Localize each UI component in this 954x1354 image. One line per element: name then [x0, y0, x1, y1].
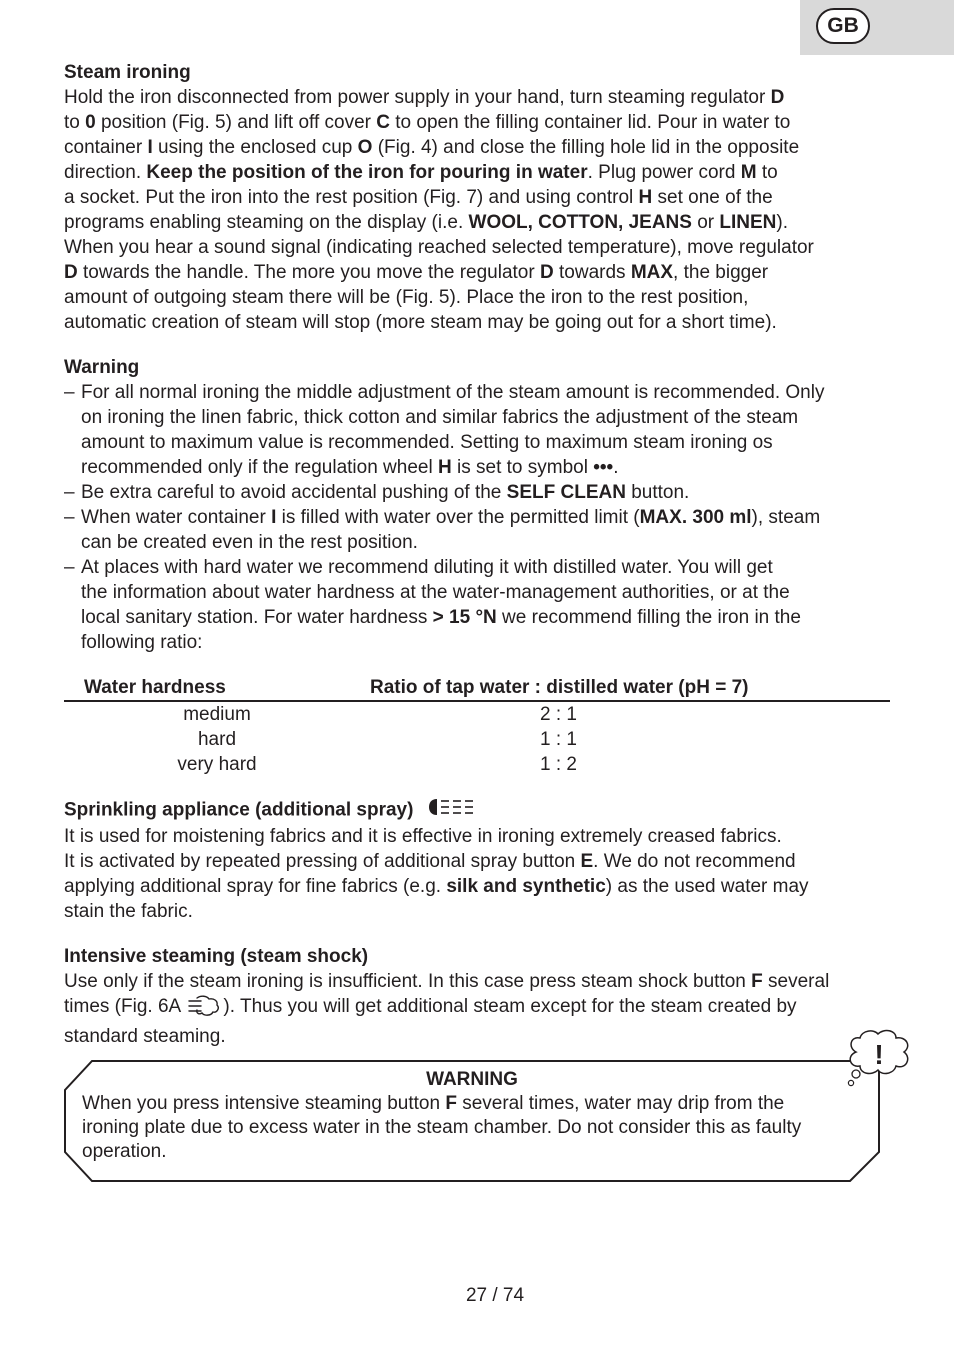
- dash-bullet: –: [64, 482, 75, 503]
- language-badge: GB: [816, 8, 870, 44]
- text-run: towards the handle. The more you move the regulator: [77, 262, 540, 283]
- list-item: [64, 380, 890, 480]
- text-run: button.: [625, 482, 690, 503]
- bold-text: MAX. 300 ml: [639, 507, 752, 528]
- intensive-heading: Intensive steaming (steam shock): [64, 946, 369, 967]
- text-run: ). When you hear a sound signal (indicating reached selected temperature), move regulator: [64, 212, 814, 258]
- text-run: For all normal ironing the middle adjustment of the steam amount is recommended. Only on ironing the linen fabric, thick cotton and similar fabrics the adjustment of the steam amount to maximum value is recommended. Setting to maximum steam ironing os recommended only if the regulation wheel: [81, 382, 825, 478]
- text-run: set one of the programs enabling steaming on the display (i.e.: [64, 187, 773, 233]
- bold-text: MAX: [630, 262, 674, 283]
- bold-text: WOOL, COTTON, JEANS: [468, 212, 692, 233]
- text-run: ), steam can be created even in the rest position.: [81, 507, 821, 553]
- list-item: [64, 555, 890, 655]
- bold-text: 0: [85, 112, 96, 133]
- text-run: is set to symbol: [451, 457, 594, 478]
- steam-ironing-text: [64, 85, 890, 335]
- text-run: Be extra careful to avoid accidental pushing of the: [81, 482, 507, 503]
- ratio-cell: 2 : 1: [540, 704, 577, 725]
- bold-text: •••: [593, 457, 614, 478]
- warning-box: [64, 1060, 880, 1182]
- bold-text: > 15 °N: [432, 607, 497, 628]
- text-run: ) as the used water may stain the fabric.: [64, 876, 809, 922]
- warning-box-title: WARNING: [426, 1069, 518, 1090]
- exclamation-cloud-icon: [842, 1026, 914, 1098]
- table-row: [64, 701, 890, 727]
- hardness-cell: hard: [197, 729, 237, 750]
- bold-text: C: [376, 112, 390, 133]
- bold-text: Keep the position of the iron for pouring in water: [146, 162, 588, 183]
- bold-text: I: [271, 507, 277, 528]
- text-run: When water container: [81, 507, 272, 528]
- text-run: It is used for moistening fabrics and it is effective in ironing extremely creased fabrics. It is activated by repeated pressing of additional spray button: [64, 826, 782, 872]
- text-run: to open the filling container lid. Pour in water to container: [64, 112, 791, 158]
- table-row: [64, 727, 890, 752]
- dash-bullet: –: [64, 507, 75, 528]
- list-item: [64, 505, 890, 555]
- bold-text: D: [770, 87, 785, 108]
- dash-bullet: –: [64, 557, 75, 578]
- bold-text: F: [445, 1093, 457, 1114]
- ratio-cell: 1 : 2: [540, 754, 577, 775]
- hardness-cell: medium: [183, 704, 251, 725]
- col-header-hardness: Water hardness: [64, 675, 370, 701]
- page-content: [64, 60, 890, 1049]
- bold-text: H: [638, 187, 653, 208]
- text-run: we recommend filling the iron in the following ratio:: [81, 607, 801, 653]
- exclamation-mark: !: [874, 1039, 884, 1070]
- bold-text: D: [64, 262, 78, 283]
- list-item: [64, 480, 890, 505]
- bold-text: M: [740, 162, 757, 183]
- text-run: several times, water may drip from the ironing plate due to excess water in the steam chamber. Do not consider this as faulty operation.: [82, 1093, 802, 1162]
- hardness-cell: very hard: [177, 754, 257, 775]
- bold-text: D: [539, 262, 554, 283]
- bold-text: O: [357, 137, 373, 158]
- bold-text: LINEN: [719, 212, 777, 233]
- bold-text: SELF CLEAN: [506, 482, 626, 503]
- text-run: .: [613, 457, 619, 478]
- text-run: towards: [553, 262, 631, 283]
- text-run: , the bigger amount of outgoing steam there will be (Fig. 5). Place the iron to the rest position, automatic creation of steam will stop (more steam may be going out for a short time).: [64, 262, 777, 333]
- warning-box-text: [82, 1092, 872, 1164]
- steam-shock-icon: [187, 995, 221, 1024]
- warning-list: [64, 380, 890, 655]
- dash-bullet: –: [64, 382, 75, 403]
- spray-icon: [427, 797, 479, 824]
- page-number: 27 / 74: [465, 1285, 525, 1306]
- text-run: or: [691, 212, 720, 233]
- text-run: Use only if the steam ironing is insufficient. In this case press steam shock button: [64, 971, 752, 992]
- bold-text: silk and synthetic: [446, 876, 606, 897]
- bold-text: F: [751, 971, 763, 992]
- text-run: is filled with water over the permitted limit (: [276, 507, 640, 528]
- ratio-cell: 1 : 1: [540, 729, 577, 750]
- text-run: When you press intensive steaming button: [82, 1093, 446, 1114]
- text-run: several times (Fig. 6A: [64, 971, 830, 1017]
- bold-text: I: [147, 137, 153, 158]
- text-run: to: [64, 112, 80, 133]
- bold-text: H: [437, 457, 452, 478]
- language-tab: [800, 0, 954, 55]
- text-run: (Fig. 4) and close the filling hole lid in the opposite direction.: [64, 137, 800, 183]
- col-header-ratio: Ratio of tap water : distilled water (pH = 7): [370, 675, 890, 701]
- warning-heading: Warning: [64, 357, 140, 378]
- text-run: using the enclosed cup: [152, 137, 358, 158]
- sprinkling-heading: Sprinkling appliance (additional spray): [64, 797, 890, 824]
- text-run: . Plug power cord: [587, 162, 741, 183]
- bold-text: E: [580, 851, 594, 872]
- text-run: ). Thus you will get additional steam except for the steam created by standard steaming.: [64, 996, 797, 1047]
- text-run: to a socket. Put the iron into the rest position (Fig. 7) and using control: [64, 162, 778, 208]
- text-run: . We do not recommend applying additional spray for fine fabrics (e.g.: [64, 851, 796, 897]
- sprinkling-text: [64, 824, 890, 924]
- intensive-text: [64, 969, 890, 1049]
- table-row: [64, 752, 890, 777]
- text-run: Hold the iron disconnected from power supply in your hand, turn steaming regulator: [64, 87, 771, 108]
- table-header-row: [64, 675, 890, 701]
- water-hardness-table: [64, 675, 890, 777]
- text-run: position (Fig. 5) and lift off cover: [95, 112, 377, 133]
- text-run: At places with hard water we recommend diluting it with distilled water. You will get the information about water hardness at the water-management authorities, or at the local sanitary station. For water hardness: [81, 557, 790, 628]
- steam-ironing-heading: Steam ironing: [64, 62, 191, 83]
